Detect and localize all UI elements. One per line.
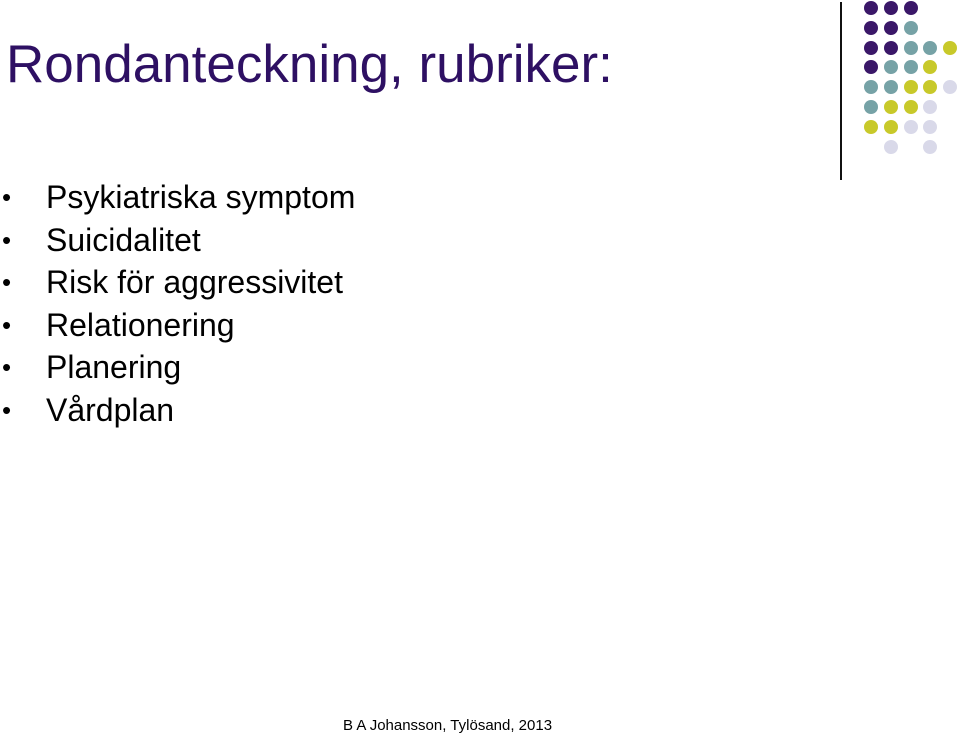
bullet-icon: •	[2, 352, 12, 382]
bullet-text: Relationering	[46, 306, 235, 343]
decorative-dot	[884, 140, 898, 154]
decorative-dot	[864, 41, 878, 55]
decorative-dot	[884, 41, 898, 55]
slide-footer: B A Johansson, Tylösand, 2013	[343, 717, 553, 734]
decorative-dot	[904, 100, 918, 114]
decorative-dot	[923, 41, 937, 55]
bullet-text: Psykiatriska symptom	[46, 179, 356, 215]
decorative-dot	[943, 41, 957, 55]
bullet-icon: •	[2, 267, 12, 297]
decorative-dot	[864, 120, 878, 134]
decorative-dot	[923, 80, 937, 94]
decorative-dot	[943, 80, 957, 94]
bullet-text: Suicidalitet	[46, 221, 201, 258]
decorative-dot	[923, 120, 937, 134]
decorative-dot	[864, 100, 878, 114]
decorative-divider-line	[840, 2, 842, 180]
bullet-text: Vårdplan	[46, 391, 175, 428]
decorative-dot	[904, 21, 918, 35]
decorative-dot	[864, 80, 878, 94]
decorative-dot	[884, 120, 898, 134]
decorative-dot	[904, 120, 918, 134]
decorative-dot	[904, 60, 918, 74]
decorative-dot	[923, 140, 937, 154]
decorative-dot	[923, 100, 937, 114]
bullet-icon: •	[2, 309, 12, 340]
bullet-icon: •	[2, 182, 12, 212]
bullet-icon: •	[2, 224, 12, 255]
decorative-dot	[884, 100, 898, 114]
decorative-dot	[904, 1, 918, 15]
decorative-dot	[864, 1, 878, 15]
bullet-text: Risk för aggressivitet	[46, 264, 343, 300]
decorative-dot	[884, 21, 898, 35]
bullet-icon: •	[2, 394, 12, 425]
decorative-dot	[904, 80, 918, 94]
decorative-dot	[884, 80, 898, 94]
decorative-dot	[884, 1, 898, 15]
decorative-dot	[884, 60, 898, 74]
decorative-dot	[923, 60, 937, 74]
slide-title: Rondanteckning, rubriker:	[6, 35, 613, 94]
decorative-dot	[904, 41, 918, 55]
decorative-dot	[864, 60, 878, 74]
bullet-text: Planering	[46, 349, 182, 385]
decorative-dot	[864, 21, 878, 35]
